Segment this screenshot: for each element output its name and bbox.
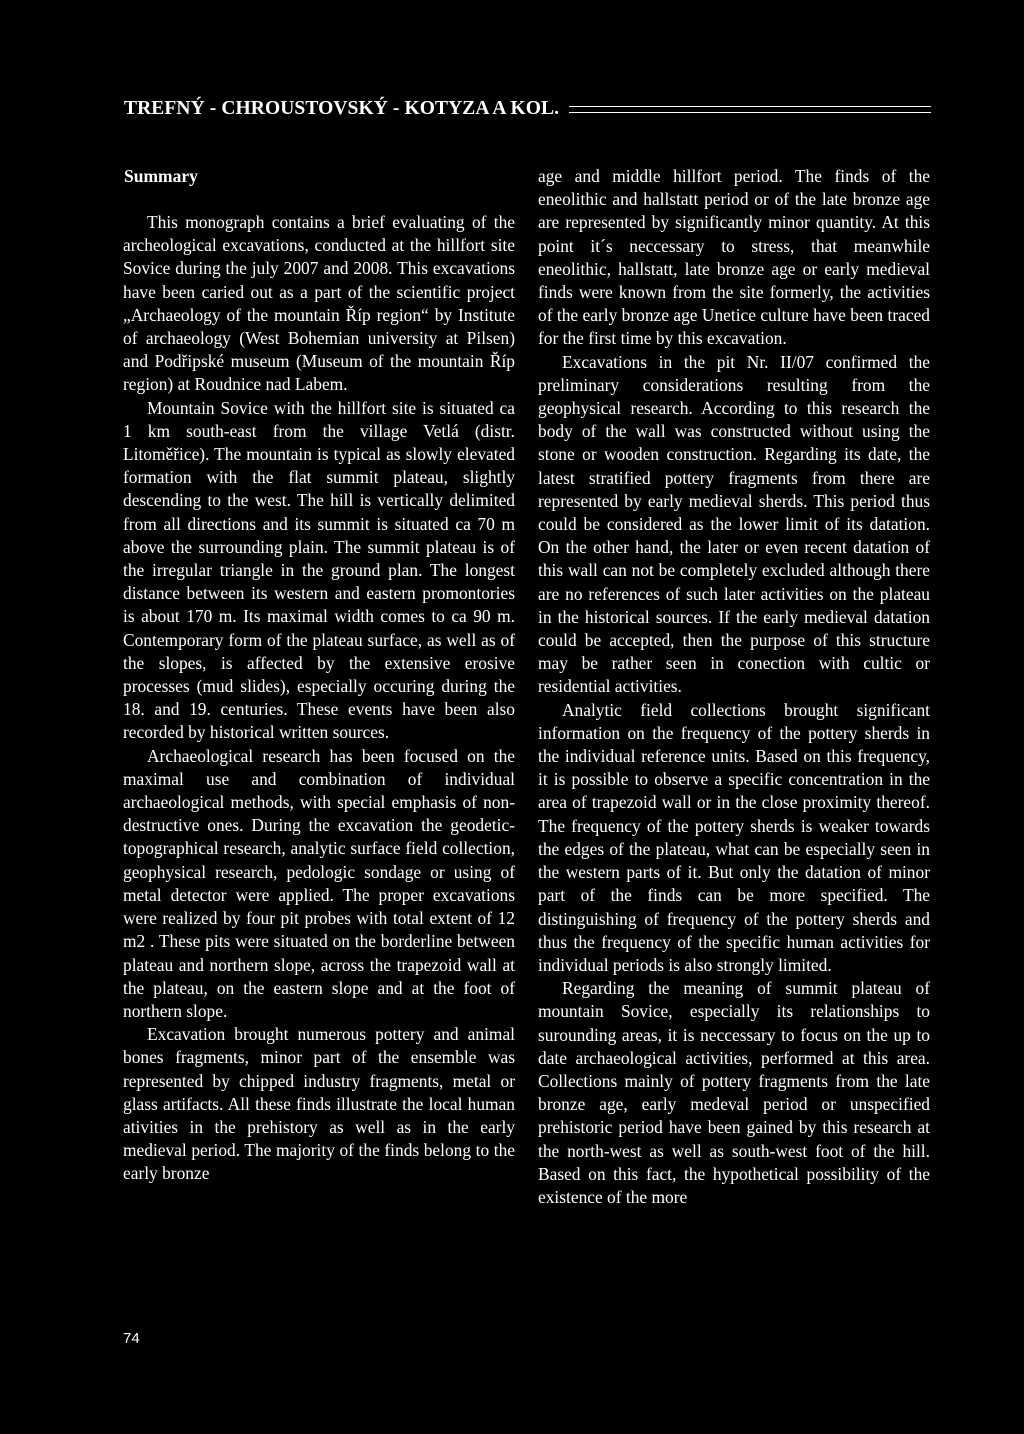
paragraph: Regarding the meaning of summit plateau of mountain Sovice, especially its relationships to surounding areas, it is neccessary to focus on the up to date archaeological activities, performed at this area. Collections mainly of pottery fragments from the late bronze age, early medeval period or unspecified prehistoric period have been gained by this research at the north-west as well as south-west foot of the hill. Based on this fact, the hypothetical possibility of the existence of the more	[538, 978, 930, 1207]
summary-heading: Summary	[124, 166, 198, 186]
paragraph: Analytic field collections brought significant information on the frequency of the pottery sherds in the individual reference units. Based on this frequency, it is possible to observe a specific concentration in the area of trapezoid wall or in the close proximity thereof. The frequency of the pottery sherds is weaker towards the edges of the plateau, what can be especially seen in the western parts of it. But only the datation of minor part of the finds can be more specified. The distinguishing of frequency of the pottery sherds and thus the frequency of the specific human activities for individual periods is also strongly limited.	[538, 699, 930, 975]
running-header-title: TREFNÝ - CHROUSTOVSKÝ - KOTYZA A KOL.	[124, 98, 560, 119]
paragraph: Archaeological research has been focused on the maximal use and combination of individual archaeological methods, with special emphasis of non-destructive ones. During the excavation the geodetic-topographical research, analytic surface field collection, geophysical research, pedologic sondage or using of metal detector were applied. The proper excavations were realized by four pit probes with total extent of 12 m2 . These pits were situated on the borderline between plateau and northern slope, across the trapezoid wall at the plateau, on the eastern slope and at the foot of northern slope.	[123, 745, 515, 1021]
left-column	[123, 211, 515, 1186]
paragraph: Excavation brought numerous pottery and animal bones fragments, minor part of the ensemble was represented by chipped industry fragments, metal or glass artifacts. All these finds illustrate the local human ativities in the prehistory as well as in the early medieval period. The majority of the finds belong to the early bronze	[123, 1024, 515, 1184]
right-column	[538, 165, 930, 1209]
running-header	[124, 95, 931, 123]
paragraph: Excavations in the pit Nr. II/07 confirmed the preliminary considerations resulting from the geophysical research. According to this research the body of the wall was constructed without using the stone or wooden construction. Regarding its date, the latest stratified pottery fragments from there are represented by early medieval sherds. This period thus could be considered as the lower limit of its datation. On the other hand, the later or even recent datation of this wall can not be completely excluded although there are no references of such later activities on the plateau in the historical sources. If the early medieval datation could be accepted, then the purpose of this structure may be rather seen in conection with cultic or residential activities.	[538, 351, 930, 697]
header-rule	[569, 106, 931, 113]
paragraph: age and middle hillfort period. The finds of the eneolithic and hallstatt period or of the late bronze age are represented by significantly minor quantity. At this point it´s neccessary to stress, that meanwhile eneolithic, hallstatt, late bronze age or early medieval finds were known from the site formerly, the activities of the early bronze age Unetice culture have been traced for the first time by this excavation.	[538, 166, 930, 349]
page-number: 74	[123, 1330, 140, 1347]
paragraph: Mountain Sovice with the hillfort site is situated ca 1 km south-east from the village Vetlá (distr. Litoměřice). The mountain is typical as slowly elevated formation with the flat summit plateau, slightly descending to the west. The hill is vertically delimited from all directions and its summit is situated ca 70 m above the surrounding plain. The summit plateau is of the irregular triangle in the ground plan. The longest distance between its western and eastern promontories is about 170 m. Its maximal width comes to ca 90 m. Contemporary form of the plateau surface, as well as of the slopes, is affected by the extensive erosive processes (mud slides), especially occuring during the 18. and 19. centuries. These events have been also recorded by historical written sources.	[123, 397, 515, 743]
paragraph: This monograph contains a brief evaluating of the archeological excavations, conducted at the hillfort site Sovice during the july 2007 and 2008. This excavations have been caried out as a part of the scientific project „Archaeology of the mountain Říp region“ by Institute of archaeology (West Bohemian university at Pilsen) and Podřipské museum (Museum of the mountain Říp region) at Roudnice nad Labem.	[123, 212, 515, 395]
